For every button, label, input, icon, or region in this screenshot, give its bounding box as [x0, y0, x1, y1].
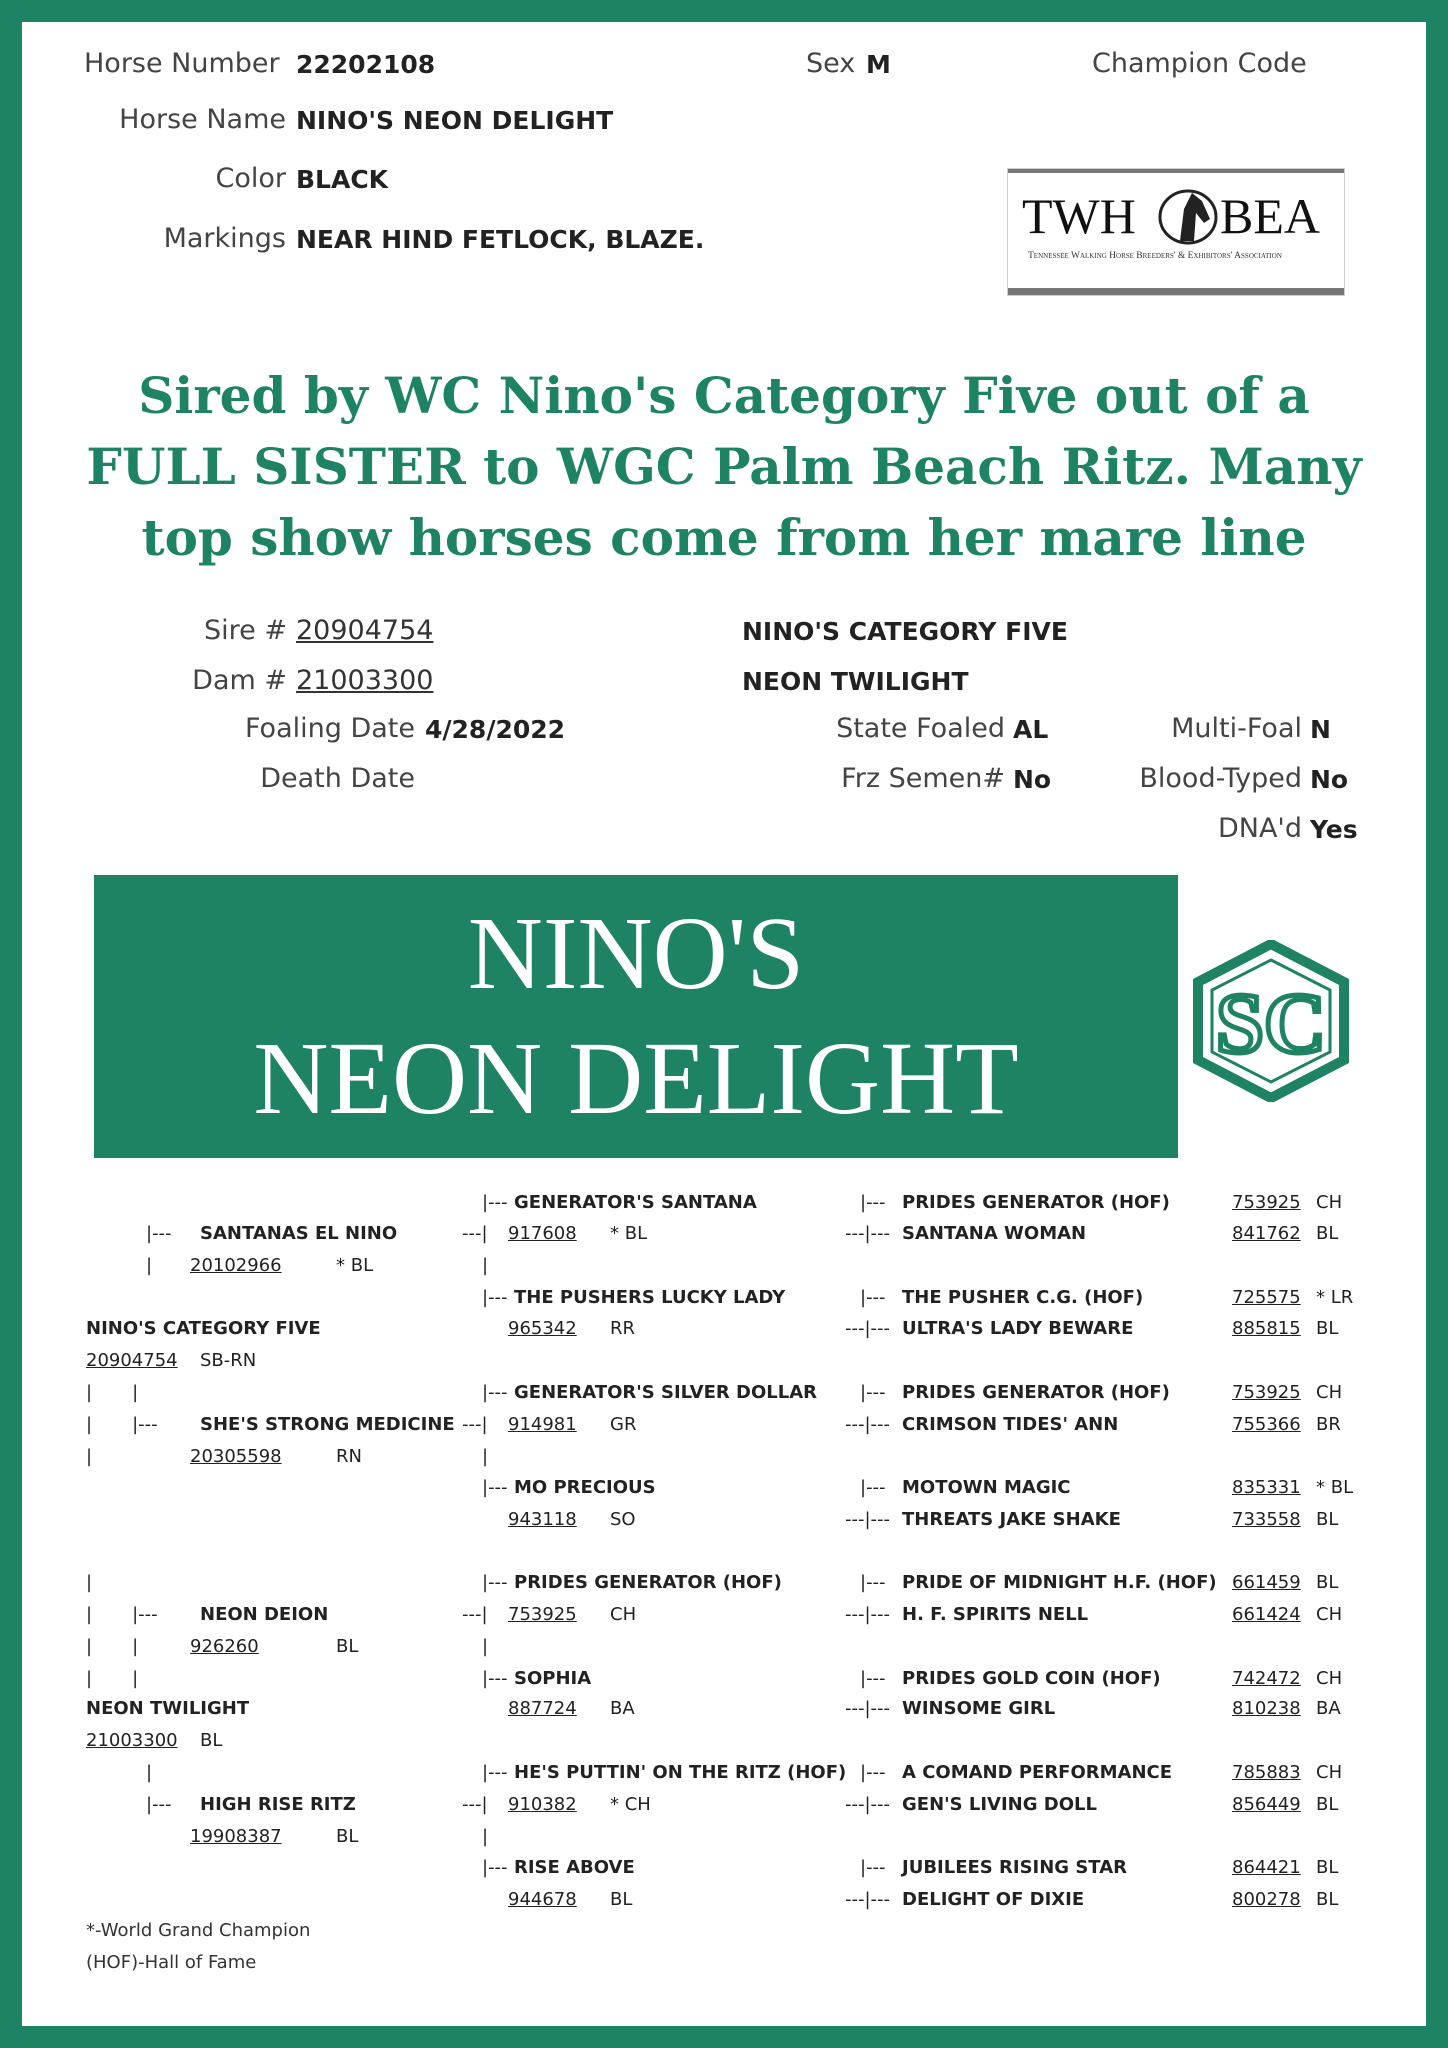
dam-pedigree-code: BL	[200, 1730, 223, 1751]
g2-name-1: SANTANAS EL NINO	[200, 1223, 398, 1244]
horse-number-label: Horse Number	[84, 48, 280, 79]
g3-name-4: MO PRECIOUS	[514, 1477, 656, 1498]
g4-code-16: BL	[1316, 1889, 1339, 1910]
g3-name-8: RISE ABOVE	[514, 1857, 635, 1878]
g3-name-7: HE'S PUTTIN' ON THE RITZ (HOF)	[514, 1762, 847, 1783]
g4-code-3: * LR	[1316, 1287, 1354, 1308]
g4-code-15: BL	[1316, 1857, 1339, 1878]
death-date-label: Death Date	[260, 763, 415, 794]
g2-code-4: BL	[336, 1826, 359, 1847]
g4-code-14: BL	[1316, 1794, 1339, 1815]
g3-code-3: GR	[610, 1414, 637, 1435]
sex-label: Sex	[806, 48, 856, 79]
horse-name-value: NINO'S NEON DELIGHT	[296, 106, 614, 135]
markings-value: NEAR HIND FETLOCK, BLAZE.	[296, 225, 705, 254]
g3-number-6[interactable]: 887724	[508, 1698, 577, 1719]
sc-hexagon-logo	[1192, 940, 1350, 1102]
blood-typed-value: No	[1310, 765, 1349, 794]
g3-number-4[interactable]: 943118	[508, 1509, 577, 1530]
g4-number-12[interactable]: 810238	[1232, 1698, 1301, 1719]
dam-pedigree-name: NEON TWILIGHT	[86, 1698, 250, 1719]
state-foaled-value: AL	[1013, 715, 1049, 744]
g3-code-2: RR	[610, 1318, 636, 1339]
g3-number-7[interactable]: 910382	[508, 1794, 577, 1815]
state-foaled-label: State Foaled	[836, 713, 1005, 744]
headline-line-3: top show horses come from her mare line	[141, 508, 1307, 567]
g4-name-15: JUBILEES RISING STAR	[902, 1857, 1127, 1878]
g3-code-8: BL	[610, 1889, 633, 1910]
banner-line-1: NINO'S	[467, 896, 805, 1011]
g2-code-1: * BL	[336, 1255, 374, 1276]
sire-label: Sire #	[204, 615, 287, 646]
g4-number-2[interactable]: 841762	[1232, 1223, 1301, 1244]
g4-number-6[interactable]: 755366	[1232, 1414, 1301, 1435]
dam-pedigree-number[interactable]: 21003300	[86, 1730, 178, 1751]
g2-name-2: SHE'S STRONG MEDICINE	[200, 1414, 455, 1435]
sex-value: M	[866, 50, 891, 79]
g4-number-16[interactable]: 800278	[1232, 1889, 1301, 1910]
g4-name-10: H. F. SPIRITS NELL	[902, 1604, 1089, 1625]
g4-number-5[interactable]: 753925	[1232, 1382, 1301, 1403]
g4-code-10: CH	[1316, 1604, 1343, 1625]
champion-code-label: Champion Code	[1092, 48, 1307, 79]
g3-code-4: SO	[610, 1509, 636, 1530]
frz-semen-value: No	[1013, 765, 1052, 794]
twhbea-logo	[1008, 169, 1344, 295]
g4-number-7[interactable]: 835331	[1232, 1477, 1301, 1498]
g3-number-3[interactable]: 914981	[508, 1414, 577, 1435]
sire-number-link[interactable]: 20904754	[296, 615, 434, 646]
g2-code-2: RN	[336, 1446, 362, 1467]
sc-logo-text: SC	[1216, 975, 1326, 1071]
g3-code-7: * CH	[610, 1794, 651, 1815]
g4-code-5: CH	[1316, 1382, 1343, 1403]
g4-name-11: PRIDES GOLD COIN (HOF)	[902, 1668, 1161, 1689]
g4-number-9[interactable]: 661459	[1232, 1572, 1301, 1593]
g4-name-5: PRIDES GENERATOR (HOF)	[902, 1382, 1170, 1403]
g3-name-5: PRIDES GENERATOR (HOF)	[514, 1572, 782, 1593]
g3-number-2[interactable]: 965342	[508, 1318, 577, 1339]
sire-pedigree-number[interactable]: 20904754	[86, 1350, 178, 1371]
g4-name-9: PRIDE OF MIDNIGHT H.F. (HOF)	[902, 1572, 1217, 1593]
sire-pedigree-code: SB-RN	[200, 1350, 257, 1371]
g4-code-9: BL	[1316, 1572, 1339, 1593]
dna-label: DNA'd	[1217, 813, 1302, 844]
g4-name-16: DELIGHT OF DIXIE	[902, 1889, 1085, 1910]
g3-code-1: * BL	[610, 1223, 648, 1244]
g2-name-4: HIGH RISE RITZ	[200, 1794, 356, 1815]
banner-line-2: NEON DELIGHT	[253, 1021, 1019, 1136]
g4-name-4: ULTRA'S LADY BEWARE	[902, 1318, 1134, 1339]
horse-number-value: 22202108	[296, 50, 436, 79]
g3-number-8[interactable]: 944678	[508, 1889, 577, 1910]
g4-number-13[interactable]: 785883	[1232, 1762, 1301, 1783]
g4-number-3[interactable]: 725575	[1232, 1287, 1301, 1308]
g4-name-6: CRIMSON TIDES' ANN	[902, 1414, 1119, 1435]
g2-number-2[interactable]: 20305598	[190, 1446, 282, 1467]
g3-name-3: GENERATOR'S SILVER DOLLAR	[514, 1382, 817, 1403]
sire-name: NINO'S CATEGORY FIVE	[742, 617, 1068, 646]
g4-name-1: PRIDES GENERATOR (HOF)	[902, 1192, 1170, 1213]
markings-label: Markings	[163, 223, 286, 254]
g4-code-7: * BL	[1316, 1477, 1354, 1498]
g3-name-6: SOPHIA	[514, 1668, 592, 1689]
foaling-date-label: Foaling Date	[244, 713, 415, 744]
g4-code-13: CH	[1316, 1762, 1343, 1783]
g4-name-13: A COMAND PERFORMANCE	[902, 1762, 1173, 1783]
g3-name-1: GENERATOR'S SANTANA	[514, 1192, 757, 1213]
g4-number-1[interactable]: 753925	[1232, 1192, 1301, 1213]
g4-code-8: BL	[1316, 1509, 1339, 1530]
dam-name: NEON TWILIGHT	[742, 667, 969, 696]
frz-semen-label: Frz Semen#	[841, 763, 1005, 794]
hof-footnote: (HOF)-Hall of Fame	[86, 1952, 257, 1973]
g4-number-4[interactable]: 885815	[1232, 1318, 1301, 1339]
g2-number-3[interactable]: 926260	[190, 1636, 259, 1657]
color-label: Color	[215, 163, 286, 194]
headline-line-1: Sired by WC Nino's Category Five out of a	[138, 366, 1310, 425]
g3-code-5: CH	[610, 1604, 637, 1625]
g4-number-11[interactable]: 742472	[1232, 1668, 1301, 1689]
g3-name-2: THE PUSHERS LUCKY LADY	[514, 1287, 786, 1308]
logo-text-right: BEA	[1220, 188, 1320, 244]
sire-pedigree-name: NINO'S CATEGORY FIVE	[86, 1318, 321, 1339]
dna-value: Yes	[1310, 815, 1358, 844]
logo-text-left: TWH	[1022, 188, 1136, 244]
g4-code-2: BL	[1316, 1223, 1339, 1244]
multi-foal-label: Multi-Foal	[1171, 713, 1302, 744]
g3-code-6: BA	[610, 1698, 635, 1719]
g4-code-11: CH	[1316, 1668, 1343, 1689]
g4-name-8: THREATS JAKE SHAKE	[902, 1509, 1121, 1530]
dam-number-link[interactable]: 21003300	[296, 665, 434, 696]
blood-typed-label: Blood-Typed	[1139, 763, 1302, 794]
g4-name-14: GEN'S LIVING DOLL	[902, 1794, 1097, 1815]
headline-line-2: FULL SISTER to WGC Palm Beach Ritz. Many	[86, 437, 1362, 496]
g2-name-3: NEON DEION	[200, 1604, 329, 1625]
g4-code-6: BR	[1316, 1414, 1341, 1435]
g4-number-8[interactable]: 733558	[1232, 1509, 1301, 1530]
g4-code-4: BL	[1316, 1318, 1339, 1339]
multi-foal-value: N	[1310, 715, 1331, 744]
g4-number-10[interactable]: 661424	[1232, 1604, 1301, 1625]
g4-name-7: MOTOWN MAGIC	[902, 1477, 1071, 1498]
horse-name-label: Horse Name	[119, 104, 286, 135]
g2-number-1[interactable]: 20102966	[190, 1255, 282, 1276]
g4-code-12: BA	[1316, 1698, 1341, 1719]
g4-name-2: SANTANA WOMAN	[902, 1223, 1087, 1244]
g4-number-15[interactable]: 864421	[1232, 1857, 1301, 1878]
foaling-date-value: 4/28/2022	[425, 715, 566, 744]
g4-name-3: THE PUSHER C.G. (HOF)	[902, 1287, 1144, 1308]
g4-code-1: CH	[1316, 1192, 1343, 1213]
wgc-footnote: *-World Grand Champion	[86, 1920, 311, 1941]
g2-number-4[interactable]: 19908387	[190, 1826, 282, 1847]
horse-name-banner	[94, 875, 1178, 1158]
dam-label: Dam #	[192, 665, 287, 696]
color-value: BLACK	[296, 165, 389, 194]
promo-headline	[0, 360, 1448, 573]
horse-head-icon	[1158, 179, 1218, 251]
logo-subtitle: Tennessee Walking Horse Breeders' & Exhibitors' Association	[1028, 251, 1282, 261]
g3-number-1[interactable]: 917608	[508, 1223, 577, 1244]
g4-name-12: WINSOME GIRL	[902, 1698, 1056, 1719]
g2-code-3: BL	[336, 1636, 359, 1657]
g4-number-14[interactable]: 856449	[1232, 1794, 1301, 1815]
g3-number-5[interactable]: 753925	[508, 1604, 577, 1625]
